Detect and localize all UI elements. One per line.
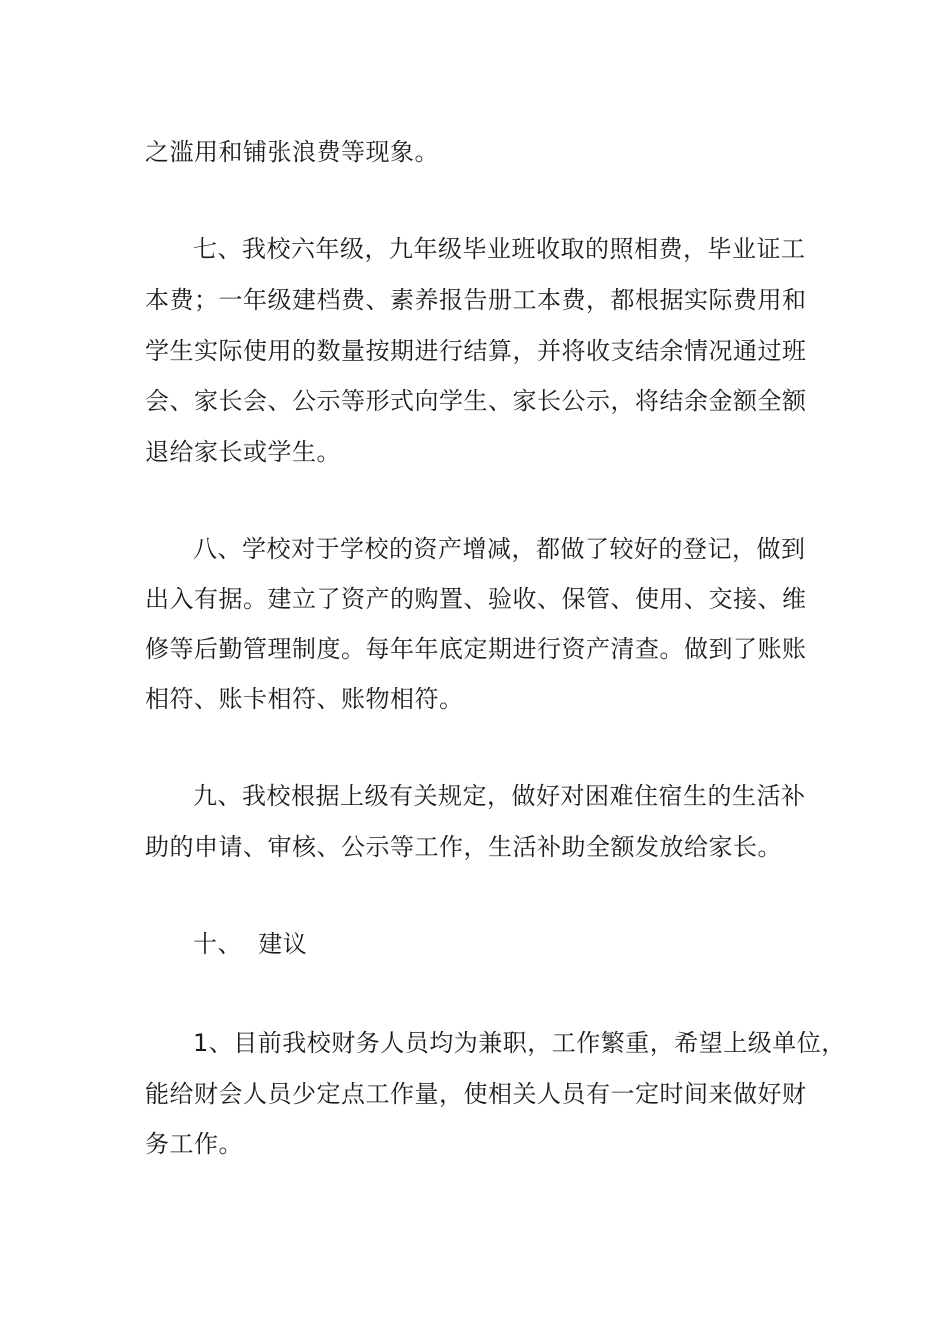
paragraph-2-line-1: 出入有据。建立了资产的购置、验收、保管、使用、交接、维 xyxy=(145,585,807,613)
paragraph-1-line-1: 本费；一年级建档费、素养报告册工本费，都根据实际费用和 xyxy=(145,286,807,314)
paragraph-2-line-3: 相符、账卡相符、账物相符。 xyxy=(145,685,464,713)
paragraph-1-line-0: 七、我校六年级，九年级毕业班收取的照相费，毕业证工 xyxy=(193,235,806,263)
section-heading-suggestions: 十、 建议 xyxy=(193,930,308,958)
paragraph-5-line-1: 能给财会人员少定点工作量，使相关人员有一定时间来做好财 xyxy=(145,1080,807,1108)
paragraph-5-line-0: 1、目前我校财务人员均为兼职，工作繁重，希望上级单位， xyxy=(193,1029,846,1057)
paragraph-0-line-0: 之滥用和铺张浪费等现象。 xyxy=(145,138,439,166)
paragraph-1-line-2: 学生实际使用的数量按期进行结算，并将收支结余情况通过班 xyxy=(145,337,807,365)
paragraph-1-line-4: 退给家长或学生。 xyxy=(145,438,341,466)
paragraph-5-line-2: 务工作。 xyxy=(145,1130,243,1158)
paragraph-2-line-0: 八、学校对于学校的资产增减，都做了较好的登记，做到 xyxy=(193,535,806,563)
paragraph-3-line-1: 助的申请、审核、公示等工作，生活补助全额发放给家长。 xyxy=(145,833,782,861)
paragraph-1-line-3: 会、家长会、公示等形式向学生、家长公示，将结余金额全额 xyxy=(145,387,807,415)
paragraph-2-line-2: 修等后勤管理制度。每年年底定期进行资产清查。做到了账账 xyxy=(145,635,807,663)
paragraph-3-line-0: 九、我校根据上级有关规定，做好对困难住宿生的生活补 xyxy=(193,782,806,810)
